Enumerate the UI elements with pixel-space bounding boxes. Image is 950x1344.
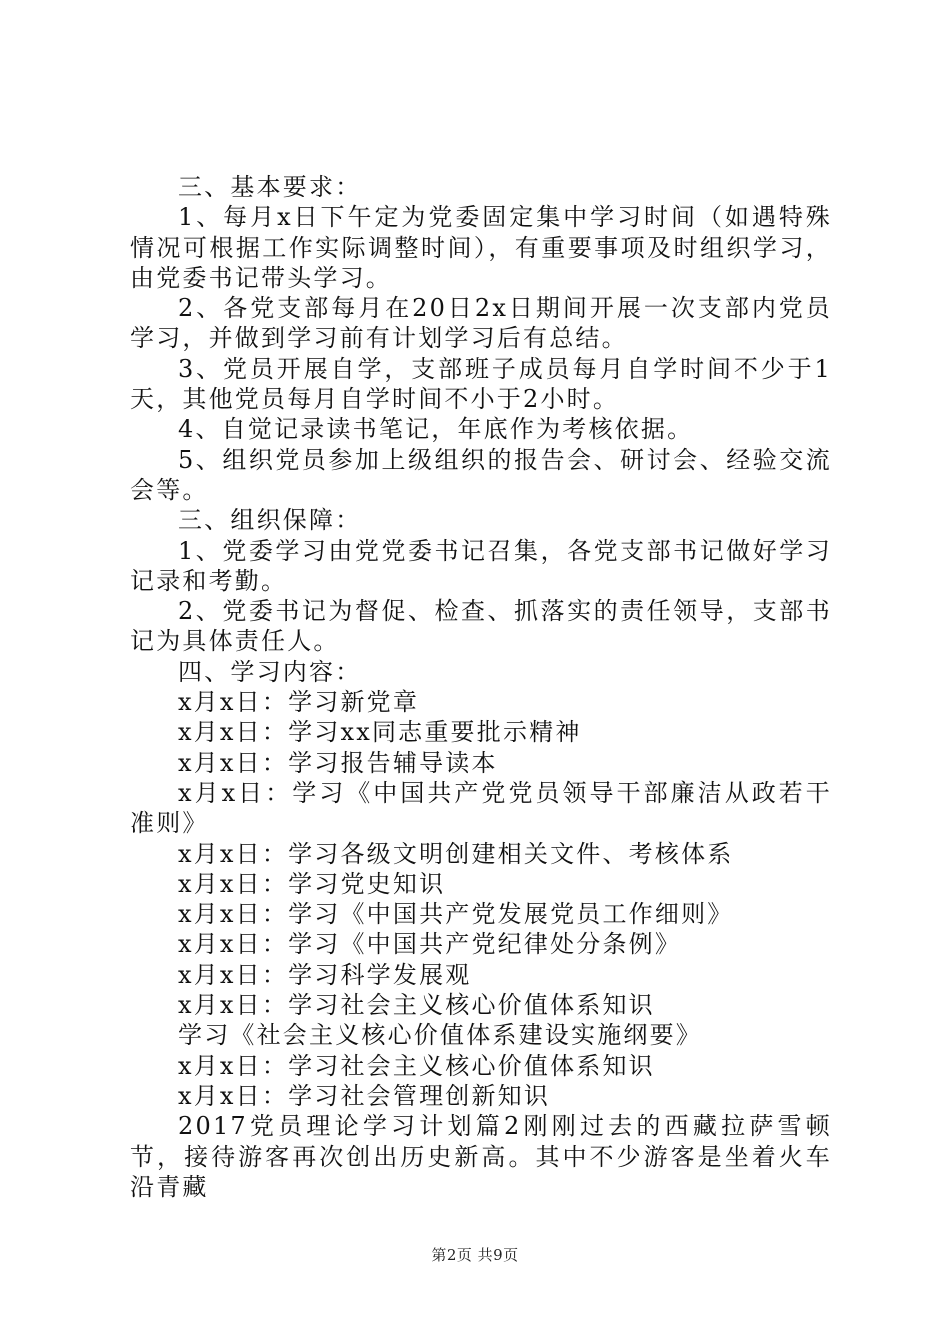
paragraph: 学习《社会主义核心价值体系建设实施纲要》 xyxy=(178,1021,702,1050)
paragraph: x月x日：学习《中国共产党发展党员工作细则》 xyxy=(178,900,734,929)
paragraph: x月x日：学习社会主义核心价值体系知识 xyxy=(178,991,655,1020)
paragraph: 4、自觉记录读书笔记，年底作为考核依据。 xyxy=(178,415,694,444)
paragraph: 2、党委书记为督促、检查、抓落实的责任领导，支部书记为具体责任人。 xyxy=(130,597,832,656)
paragraph: 2017党员理论学习计划篇2刚刚过去的西藏拉萨雪顿节，接待游客再次创出历史新高。其中不少游客是坐着火车沿青藏 xyxy=(130,1112,832,1201)
paragraph: x月x日：学习新党章 xyxy=(178,688,420,717)
page-footer: 第2页 共9页 xyxy=(431,1246,519,1264)
paragraph: x月x日：学习报告辅导读本 xyxy=(178,748,498,777)
paragraph: 5、组织党员参加上级组织的报告会、研讨会、经验交流会等。 xyxy=(130,445,832,504)
paragraph: x月x日：学习党史知识 xyxy=(178,869,446,898)
paragraph: x月x日：学习社会主义核心价值体系知识 xyxy=(178,1051,655,1080)
paragraph: 2、各党支部每月在20日2x日期间开展一次支部内党员学习，并做到学习前有计划学习后有总结。 xyxy=(130,294,832,353)
paragraph: 三、组织保障： xyxy=(178,506,362,535)
paragraph: 1、党委学习由党党委书记召集，各党支部书记做好学习记录和考勤。 xyxy=(130,536,832,595)
paragraph: x月x日：学习社会管理创新知识 xyxy=(178,1081,551,1110)
paragraph: x月x日：学习《中国共产党党员领导干部廉洁从政若干准则》 xyxy=(130,778,832,838)
paragraph: x月x日：学习《中国共产党纪律处分条例》 xyxy=(178,930,682,959)
paragraph: 四、学习内容： xyxy=(178,657,362,686)
paragraph: 1、每月x日下午定为党委固定集中学习时间（如遇特殊情况可根据工作实际调整时间），有重要事项及时组织学习，由党委书记带头学习。 xyxy=(130,203,832,292)
paragraph: 3、党员开展自学，支部班子成员每月自学时间不少于1天，其他党员每月自学时间不小于2小时。 xyxy=(130,354,832,414)
paragraph: x月x日：学习xx同志重要批示精神 xyxy=(178,718,582,747)
paragraph: x月x日：学习各级文明创建相关文件、考核体系 xyxy=(178,839,734,868)
document-body xyxy=(130,172,832,1202)
paragraph: x月x日：学习科学发展观 xyxy=(178,960,472,989)
paragraph: 三、基本要求： xyxy=(178,173,362,201)
